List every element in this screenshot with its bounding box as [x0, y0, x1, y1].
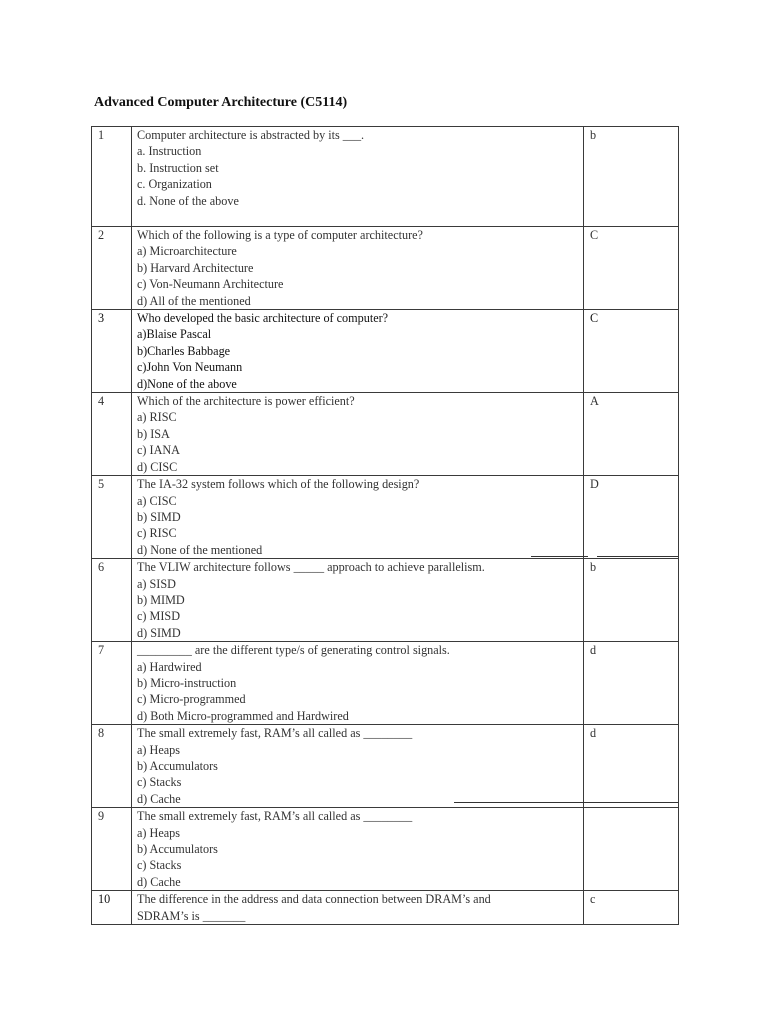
answer-cell: d	[584, 642, 679, 725]
question-number: 6	[92, 559, 132, 642]
option-text: c) Micro-programmed	[137, 692, 246, 707]
table-row	[92, 227, 679, 310]
option-text: d)None of the above	[137, 376, 237, 391]
option-text: a) Hardwired	[137, 659, 202, 674]
answer-cell: D	[584, 476, 679, 559]
question-table	[91, 126, 679, 925]
option-text: c) Von-Neumann Architecture	[137, 277, 284, 292]
table-row	[92, 725, 679, 808]
option-text: a) SISD	[137, 576, 176, 591]
option-text: d) None of the mentioned	[137, 542, 263, 557]
table-row	[92, 559, 679, 642]
option-text: c) Stacks	[137, 858, 182, 873]
question-cell	[132, 310, 584, 393]
answer-cell	[584, 808, 679, 891]
table-row	[92, 476, 679, 559]
question-text: The VLIW architecture follows _____ approach to achieve parallelism.	[137, 560, 485, 575]
question-cell	[132, 393, 584, 476]
option-text: a) CISC	[137, 493, 177, 508]
question-cell	[132, 808, 584, 891]
option-text: a) Heaps	[137, 742, 180, 757]
question-number: 8	[92, 725, 132, 808]
question-number: 2	[92, 227, 132, 310]
option-text: a. Instruction	[137, 144, 202, 159]
option-text: c. Organization	[137, 177, 212, 192]
table-row	[92, 642, 679, 725]
answer-cell: d	[584, 725, 679, 808]
option-text: a) Heaps	[137, 825, 180, 840]
answer-cell: A	[584, 393, 679, 476]
table-row	[92, 393, 679, 476]
question-text: Who developed the basic architecture of computer?	[137, 311, 389, 326]
option-text: b) MIMD	[137, 592, 185, 607]
question-cell	[132, 642, 584, 725]
option-text: c) IANA	[137, 443, 180, 458]
question-cell	[132, 725, 584, 808]
question-number: 4	[92, 393, 132, 476]
option-text: d. None of the above	[137, 193, 239, 208]
question-text: The small extremely fast, RAM’s all called as ________	[137, 809, 413, 824]
question-cell	[132, 227, 584, 310]
option-text: d) Cache	[137, 791, 181, 806]
option-text: b)Charles Babbage	[137, 343, 231, 358]
question-cell	[132, 891, 584, 925]
option-text: b) Accumulators	[137, 759, 218, 773]
option-text: b) Micro-instruction	[137, 675, 237, 690]
question-text: Which of the following is a type of computer architecture?	[137, 228, 423, 242]
option-text: d) Both Micro-programmed and Hardwired	[137, 708, 349, 723]
option-text: c) RISC	[137, 526, 177, 541]
question-number: 1	[92, 127, 132, 227]
table-row	[92, 891, 679, 925]
option-text: SDRAM’s is _______	[137, 908, 246, 923]
option-text: a) Microarchitecture	[137, 244, 237, 259]
answer-cell: C	[584, 310, 679, 393]
stray-underline	[531, 556, 588, 557]
question-number: 3	[92, 310, 132, 393]
question-text: Which of the architecture is power efficient?	[137, 394, 355, 409]
answer-cell: b	[584, 127, 679, 227]
option-text: d) CISC	[137, 459, 178, 474]
question-number: 9	[92, 808, 132, 891]
option-text: c) Stacks	[137, 775, 182, 790]
option-text: b) Harvard Architecture	[137, 260, 254, 275]
option-text: a)Blaise Pascal	[137, 327, 212, 342]
option-text: d) All of the mentioned	[137, 293, 251, 308]
option-text: b) SIMD	[137, 509, 181, 524]
table-row	[92, 127, 679, 227]
option-text: b) Accumulators	[137, 842, 218, 857]
table-row	[92, 310, 679, 393]
option-text: b. Instruction set	[137, 160, 219, 175]
option-text: d) SIMD	[137, 625, 181, 640]
option-text: c)John Von Neumann	[137, 360, 243, 375]
question-text: The difference in the address and data connection between DRAM’s and	[137, 892, 491, 907]
question-cell	[132, 559, 584, 642]
question-cell	[132, 476, 584, 559]
question-cell	[132, 127, 584, 227]
stray-underline	[597, 556, 678, 557]
question-number: 10	[92, 891, 132, 925]
option-text: b) ISA	[137, 426, 170, 441]
answer-cell: b	[584, 559, 679, 642]
option-text: a) RISC	[137, 410, 177, 425]
question-text: Computer architecture is abstracted by its ___.	[137, 128, 365, 142]
question-text: The small extremely fast, RAM’s all called as ________	[137, 726, 413, 741]
question-number: 7	[92, 642, 132, 725]
table-row	[92, 808, 679, 891]
answer-cell: C	[584, 227, 679, 310]
question-text: _________ are the different type/s of generating control signals.	[137, 643, 450, 658]
answer-cell: c	[584, 891, 679, 925]
option-text: c) MISD	[137, 609, 180, 624]
option-text: d) Cache	[137, 874, 181, 889]
stray-underline	[454, 802, 678, 803]
document-title: Advanced Computer Architecture (C5114)	[94, 95, 348, 110]
question-number: 5	[92, 476, 132, 559]
question-text: The IA-32 system follows which of the following design?	[137, 477, 420, 492]
